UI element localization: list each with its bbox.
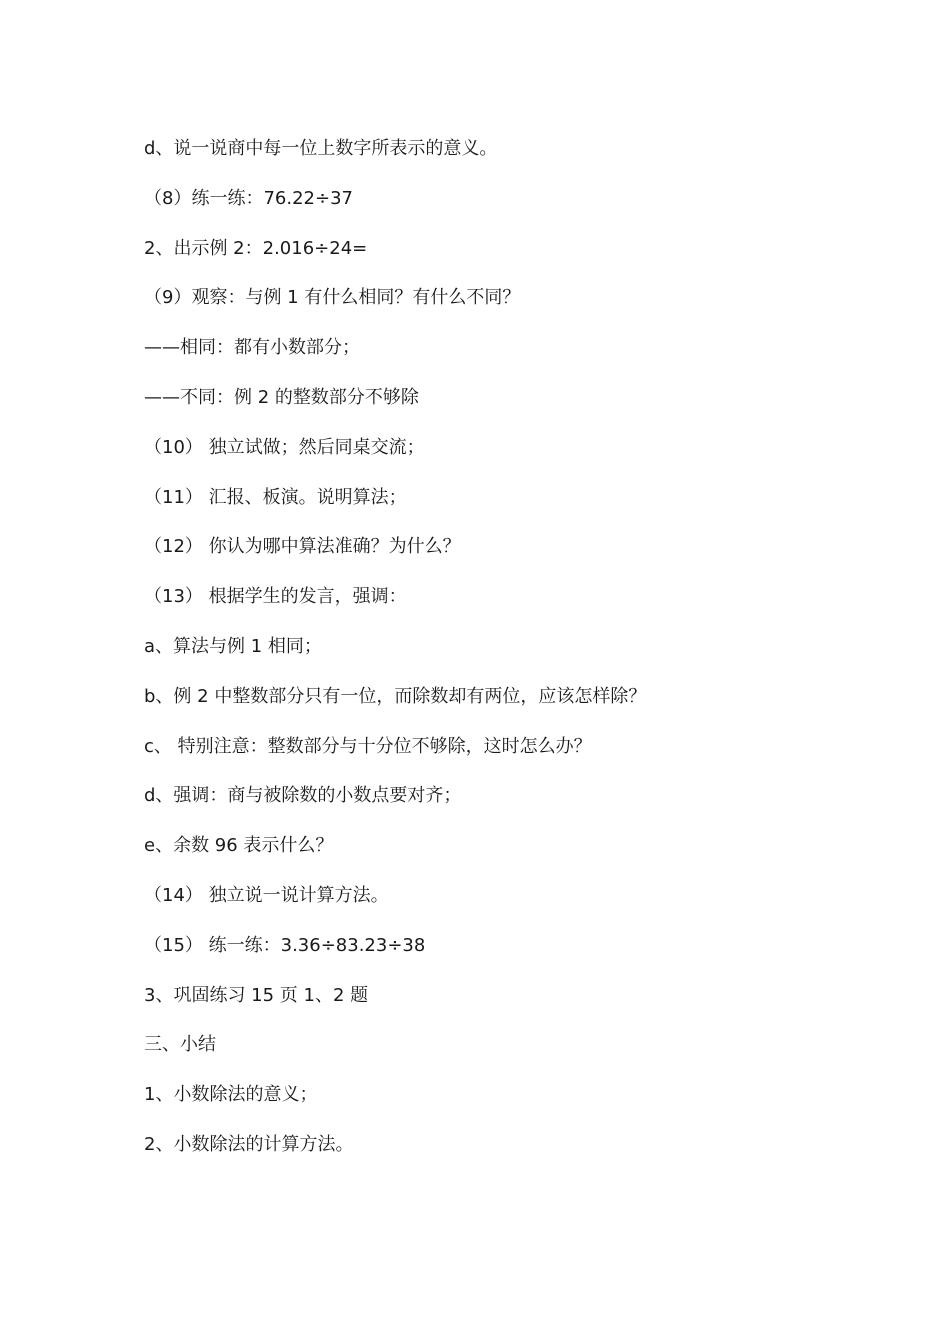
text-line: （13） 根据学生的发言，强调： (144, 586, 407, 608)
text-line: b、例 2 中整数部分只有一位，而除数却有两位，应该怎样除？ (144, 685, 647, 707)
section-heading: 三、小结 (144, 1034, 216, 1056)
text-line: （15） 练一练：3.36÷83.23÷38 (144, 934, 426, 956)
text-line: 1、小数除法的意义； (144, 1084, 318, 1106)
text-line: d、强调：商与被除数的小数点要对齐； (144, 785, 462, 807)
text-line: （11） 汇报、板演。说明算法； (144, 486, 407, 508)
text-line: 2、出示例 2：2.016÷24= (144, 237, 368, 259)
text-line: （8）练一练：76.22÷37 (144, 187, 353, 209)
document-body (144, 132, 844, 1178)
text-line: （12） 你认为哪中算法准确？为什么？ (144, 536, 461, 558)
text-line: 3、巩固练习 15 页 1、2 题 (144, 984, 369, 1006)
text-line: c、 特别注意：整数部分与十分位不够除，这时怎么办？ (144, 735, 592, 757)
text-line: a、算法与例 1 相同； (144, 635, 322, 657)
text-line: 2、小数除法的计算方法。 (144, 1133, 354, 1155)
text-line: （14） 独立说一说计算方法。 (144, 884, 389, 906)
text-line: d、说一说商中每一位上数字所表示的意义。 (144, 138, 498, 159)
text-line: e、余数 96 表示什么？ (144, 835, 334, 857)
text-line: （10） 独立试做；然后同桌交流； (144, 436, 425, 458)
text-line: ——相同：都有小数部分； (144, 337, 360, 359)
text-line: ——不同：例 2 的整数部分不够除 (144, 386, 419, 408)
text-line: （9）观察：与例 1 有什么相同？有什么不同？ (144, 287, 521, 309)
